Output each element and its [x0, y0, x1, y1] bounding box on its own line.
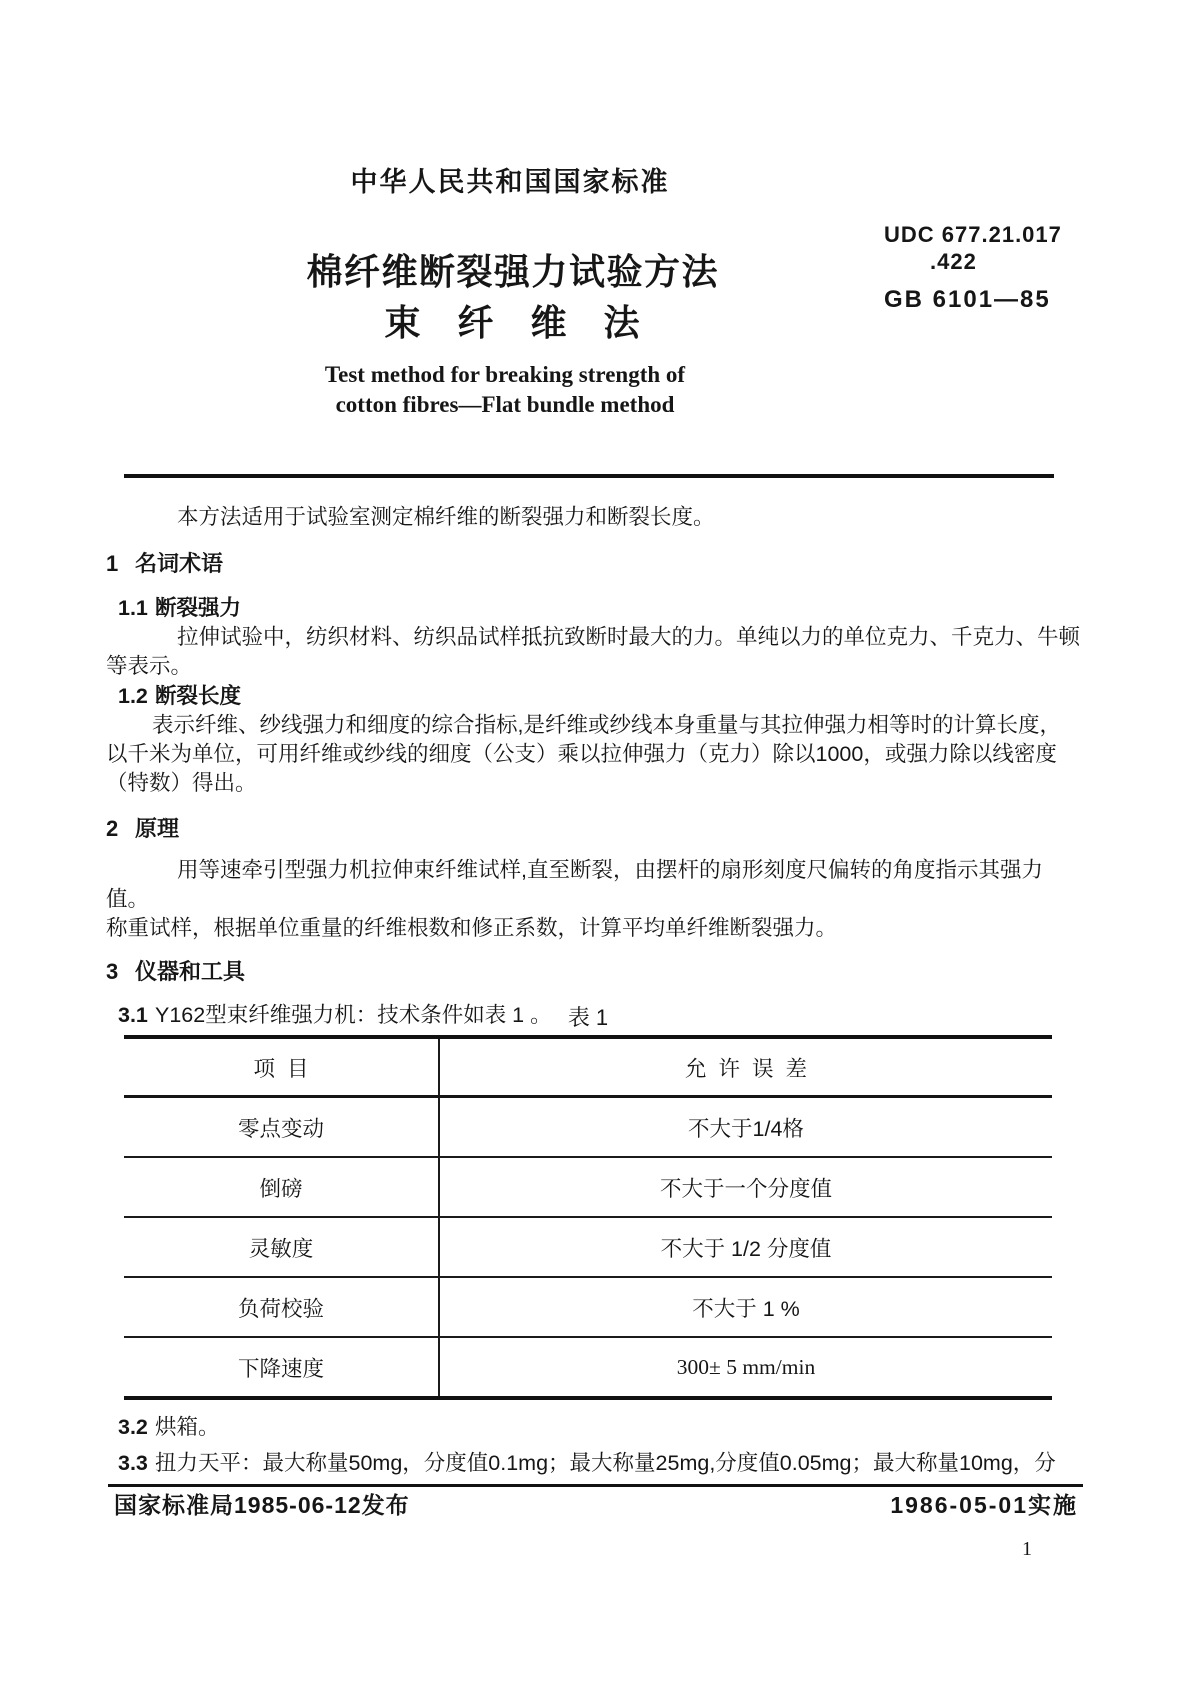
- standard-title-en-line1: Test method for breaking strength of: [324, 362, 686, 387]
- section-2-title: 原理: [135, 816, 180, 841]
- section-2-number: 2: [106, 816, 119, 841]
- section-2-heading: [106, 814, 1082, 844]
- table-cell-item: 下降速度: [124, 1337, 439, 1398]
- section-3-3-text: 扭力天平：最大称量50mg，分度值0.1mg；最大称量25mg,分度值0.05mg；最大称量10mg，分: [155, 1451, 1056, 1475]
- udc-line2: .422: [930, 249, 977, 274]
- standard-number: GB 6101—85: [884, 286, 1051, 313]
- section-3-1-number: 3.1: [118, 1003, 148, 1027]
- table-cell-tolerance: 不大于 1/2 分度值: [439, 1217, 1052, 1277]
- section-1-1-heading: [106, 593, 1082, 623]
- section-1-heading: [106, 549, 1082, 579]
- udc-line1: UDC 677.21.017: [884, 222, 1062, 247]
- standard-title-en: [255, 360, 755, 420]
- standard-caption: 中华人民共和国国家标准: [350, 167, 670, 197]
- section-1-1-title: 断裂强力: [155, 596, 242, 620]
- section-3-heading: [106, 957, 1082, 987]
- footer-issued: 国家标准局1985-06-12发布: [114, 1492, 410, 1518]
- table-cell-item: 灵敏度: [124, 1217, 439, 1277]
- section-2-text-line1: 用等速牵引型强力机拉伸束纤维试样,直至断裂，由摆杆的扇形刻度尺偏转的角度指示其强力值。: [106, 858, 1043, 911]
- table-header-item: 项目: [124, 1037, 439, 1097]
- table-row: [124, 1337, 1052, 1398]
- section-3-3-item: [106, 1448, 1056, 1478]
- table-row: [124, 1157, 1052, 1217]
- section-1-2-title: 断裂长度: [155, 684, 242, 708]
- section-1-number: 1: [106, 551, 119, 576]
- section-1-2-heading: [106, 681, 1082, 711]
- table-cell-tolerance: 不大于 1 %: [439, 1277, 1052, 1337]
- table-cell-tolerance: 不大于一个分度值: [439, 1157, 1052, 1217]
- table-cell-item: 零点变动: [124, 1097, 439, 1158]
- table-1: [124, 1035, 1052, 1400]
- table-row: [124, 1097, 1052, 1158]
- page-number: 1: [1022, 1538, 1032, 1560]
- table-header-tolerance: 允许误差: [439, 1037, 1052, 1097]
- section-1-2-text-line1: 表示纤维、纱线强力和细度的综合指标,是纤维或纱线本身重量与其拉伸强力相等时的计算长度，: [152, 713, 1061, 737]
- section-3-number: 3: [106, 959, 119, 984]
- udc-block: [884, 221, 1062, 275]
- section-1-2-number: 1.2: [118, 684, 148, 708]
- section-1-2-text-line3: （特数）得出。: [106, 771, 257, 795]
- table-row: [124, 1277, 1052, 1337]
- table-cell-tolerance: 300± 5 mm/min: [439, 1337, 1052, 1398]
- footer-rule: [108, 1484, 1083, 1487]
- table-cell-item: 倒磅: [124, 1157, 439, 1217]
- standard-title-en-line2: cotton fibres—Flat bundle method: [335, 392, 675, 417]
- section-2-text-line2: 称重试样，根据单位重量的纤维根数和修正系数，计算平均单纤维断裂强力。: [106, 916, 838, 940]
- section-3-2-number: 3.2: [118, 1415, 148, 1439]
- footer-implemented: 1986-05-01实施: [890, 1492, 1078, 1518]
- section-1-1-number: 1.1: [118, 596, 148, 620]
- section-3-1-text: Y162型束纤维强力机：技术条件如表 1 。: [155, 1003, 552, 1027]
- header-rule: [124, 474, 1054, 478]
- section-1-1-text-line2: 等表示。: [106, 654, 193, 678]
- section-3-2-text: 烘箱。: [155, 1415, 220, 1439]
- table-header-row: [124, 1037, 1052, 1097]
- standard-title-cn: 棉纤维断裂强力试验方法: [306, 251, 719, 292]
- scope-paragraph: 本方法适用于试验室测定棉纤维的断裂强力和断裂长度。: [177, 505, 715, 529]
- section-3-3-number: 3.3: [118, 1451, 148, 1475]
- standard-subtitle-cn: 束纤维法: [384, 302, 677, 343]
- section-3-title: 仪器和工具: [135, 959, 246, 984]
- section-1-title: 名词术语: [135, 551, 224, 576]
- table-1-caption: 表 1: [567, 1005, 609, 1030]
- table-cell-item: 负荷校验: [124, 1277, 439, 1337]
- section-1-1-text-line1: 拉伸试验中，纺织材料、纺织品试样抵抗致断时最大的力。单纯以力的单位克力、千克力、牛顿: [177, 625, 1081, 649]
- table-cell-tolerance: 不大于1/4格: [439, 1097, 1052, 1158]
- section-3-2-item: [106, 1412, 220, 1442]
- document-body: [106, 503, 1082, 1030]
- section-1-2-text-line2: 以千米为单位，可用纤维或纱线的细度（公支）乘以拉伸强力（克力）除以1000，或强力除以线密度: [106, 742, 1057, 766]
- table-row: [124, 1217, 1052, 1277]
